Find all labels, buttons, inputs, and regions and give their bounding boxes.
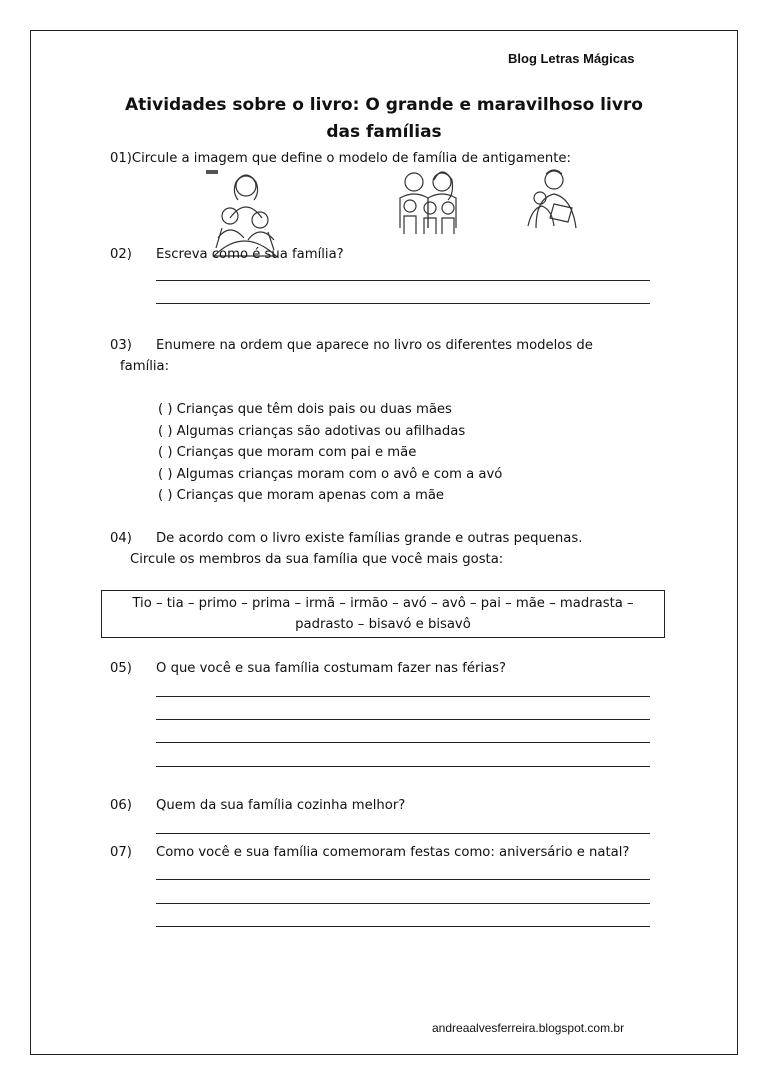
family-picture-2[interactable] (382, 168, 476, 238)
question-6-number: 06) (110, 798, 132, 813)
answer-line[interactable] (156, 742, 650, 743)
question-2-number: 02) (110, 247, 132, 262)
question-4-text: De acordo com o livro existe famílias grande e outras pequenas. (156, 531, 583, 546)
answer-line[interactable] (156, 303, 650, 304)
answer-line[interactable] (156, 879, 650, 880)
option-item[interactable]: ( ) Algumas crianças são adotivas ou afilhadas (158, 424, 466, 439)
question-6-text: Quem da sua família cozinha melhor? (156, 798, 406, 813)
answer-line[interactable] (156, 766, 650, 767)
question-7-text: Como você e sua família comemoram festas como: aniversário e natal? (156, 845, 630, 860)
question-3-text: Enumere na ordem que aparece no livro os diferentes modelos de (156, 338, 593, 353)
question-7-number: 07) (110, 845, 132, 860)
family-members-line-2[interactable]: padrasto – bisavó e bisavô (295, 617, 471, 632)
blog-name: Blog Letras Mágicas (508, 51, 635, 66)
answer-line[interactable] (156, 719, 650, 720)
question-4-text-continued: Circule os membros da sua família que você mais gosta: (130, 552, 504, 567)
option-item[interactable]: ( ) Crianças que moram apenas com a mãe (158, 488, 445, 503)
family-members-box (101, 590, 665, 638)
answer-line[interactable] (156, 926, 650, 927)
question-4-number: 04) (110, 531, 132, 546)
answer-line[interactable] (156, 833, 650, 834)
footer-site: andreaalvesferreira.blogspot.com.br (432, 1021, 625, 1035)
question-5-number: 05) (110, 661, 132, 676)
answer-line[interactable] (156, 280, 650, 281)
question-5-text: O que você e sua família costumam fazer nas férias? (156, 661, 507, 676)
option-item[interactable]: ( ) Algumas crianças moram com o avô e com a avó (158, 467, 503, 482)
question-2-text: Escreva como é sua família? (156, 247, 344, 262)
option-item[interactable]: ( ) Crianças que moram com pai e mãe (158, 445, 417, 460)
question-1-text: 01)Circule a imagem que define o modelo de família de antigamente: (110, 151, 571, 166)
answer-line[interactable] (156, 903, 650, 904)
family-members-line-1[interactable]: Tio – tia – primo – prima – irmã – irmão – avó – avô – pai – mãe – madrasta – (132, 596, 634, 611)
question-3-number: 03) (110, 338, 132, 353)
family-picture-3[interactable] (518, 168, 588, 232)
option-item[interactable]: ( ) Crianças que têm dois pais ou duas mães (158, 402, 452, 417)
page-title: Atividades sobre o livro: O grande e maravilhoso livro das famílias (125, 95, 643, 142)
answer-line[interactable] (156, 696, 650, 697)
question-3-text-continued: família: (120, 359, 170, 374)
